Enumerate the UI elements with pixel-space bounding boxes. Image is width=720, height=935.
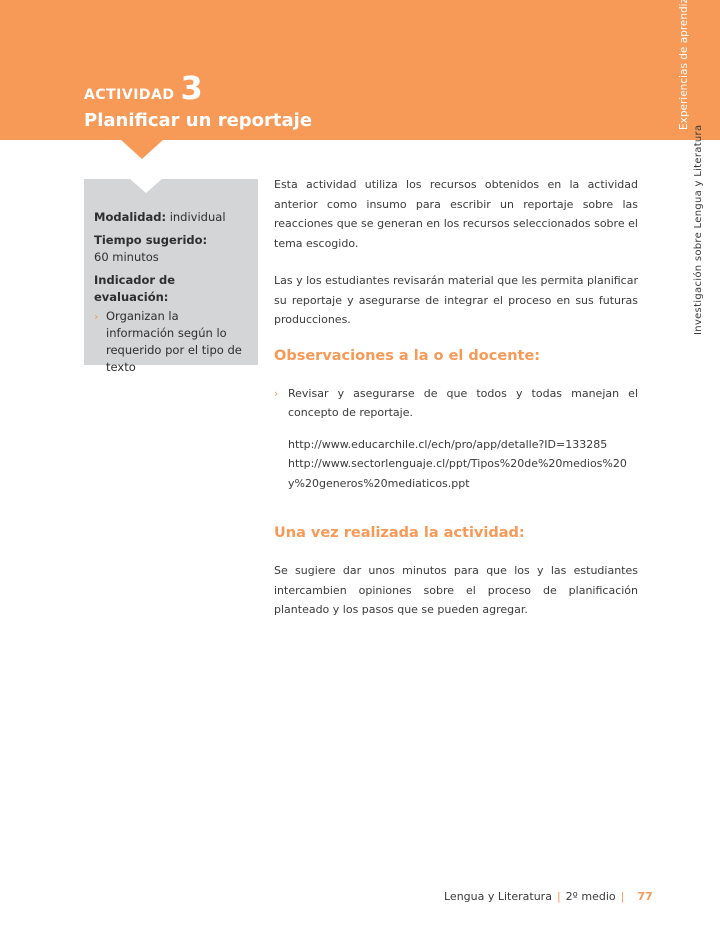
tiempo-line xyxy=(94,232,248,266)
indicador-item xyxy=(94,308,248,376)
activity-number: 3 xyxy=(180,69,203,107)
observation-item-text: Revisar y asegurarse de que todos y todas manejan el concepto de reportaje. xyxy=(288,386,638,419)
page-number: 77 xyxy=(637,890,653,903)
unit-side-label: Investigación sobre Lengua y Literatura xyxy=(693,124,704,335)
resource-link-sectorlenguaje[interactable]: http://www.sectorlenguaje.cl/ppt/Tipos%20de%20medios%20y%20generos%20mediaticos.ppt xyxy=(288,457,627,490)
activity-label xyxy=(84,69,203,107)
indicador-item-text: Organizan la información según lo requerido por el tipo de texto xyxy=(106,309,242,374)
resource-link-educarchile[interactable]: http://www.educarchile.cl/ech/pro/app/detalle?ID=133285 xyxy=(288,437,608,451)
intro-paragraph: Esta actividad utiliza los recursos obtenidos en la actividad anterior como insumo para escribir un reportaje sobre las reacciones que se generan en los recursos seleccionados sobre el tema escogido. xyxy=(274,178,638,250)
after-activity-heading: Una vez realizada la actividad: xyxy=(274,525,525,541)
observations-heading: Observaciones a la o el docente: xyxy=(274,347,541,364)
activity-word: ACTIVIDAD xyxy=(84,87,175,103)
resource-links xyxy=(274,435,638,494)
indicador-list xyxy=(94,308,248,376)
modalidad-label: Modalidad: xyxy=(94,210,167,224)
section-side-label xyxy=(678,98,690,130)
footer-separator: | xyxy=(620,890,625,903)
observations-list xyxy=(274,384,638,423)
observation-item xyxy=(274,384,638,423)
students-paragraph: Las y los estudiantes revisarán material que les permita planificar su reportaje y asegurarse de integrar el proceso en sus futuras producciones. xyxy=(274,274,638,326)
header-notch xyxy=(120,139,164,159)
modalidad-value: individual xyxy=(169,210,226,224)
indicador-label: Indicador de evaluación: xyxy=(94,273,176,304)
tiempo-label: Tiempo sugerido: xyxy=(94,233,208,247)
activity-title: Planificar un reportaje xyxy=(84,110,313,131)
tiempo-value: 60 minutos xyxy=(94,250,159,264)
after-activity-paragraph: Se sugiere dar unos minutos para que los y las estudiantes intercambien opiniones sobre el proceso de planificación planteado y los pasos que se pueden agregar. xyxy=(274,564,638,616)
main-content xyxy=(274,175,638,638)
footer-subject: Lengua y Literatura xyxy=(444,890,552,903)
footer-separator: | xyxy=(556,890,561,903)
info-box-notch xyxy=(130,179,162,193)
bullet-icon: › xyxy=(94,310,99,323)
page-footer xyxy=(444,890,653,903)
footer-grade: 2º medio xyxy=(565,890,616,903)
indicador-line xyxy=(94,272,248,376)
modalidad-line xyxy=(94,209,248,226)
bullet-icon: › xyxy=(274,386,279,400)
activity-info-box xyxy=(84,179,258,374)
